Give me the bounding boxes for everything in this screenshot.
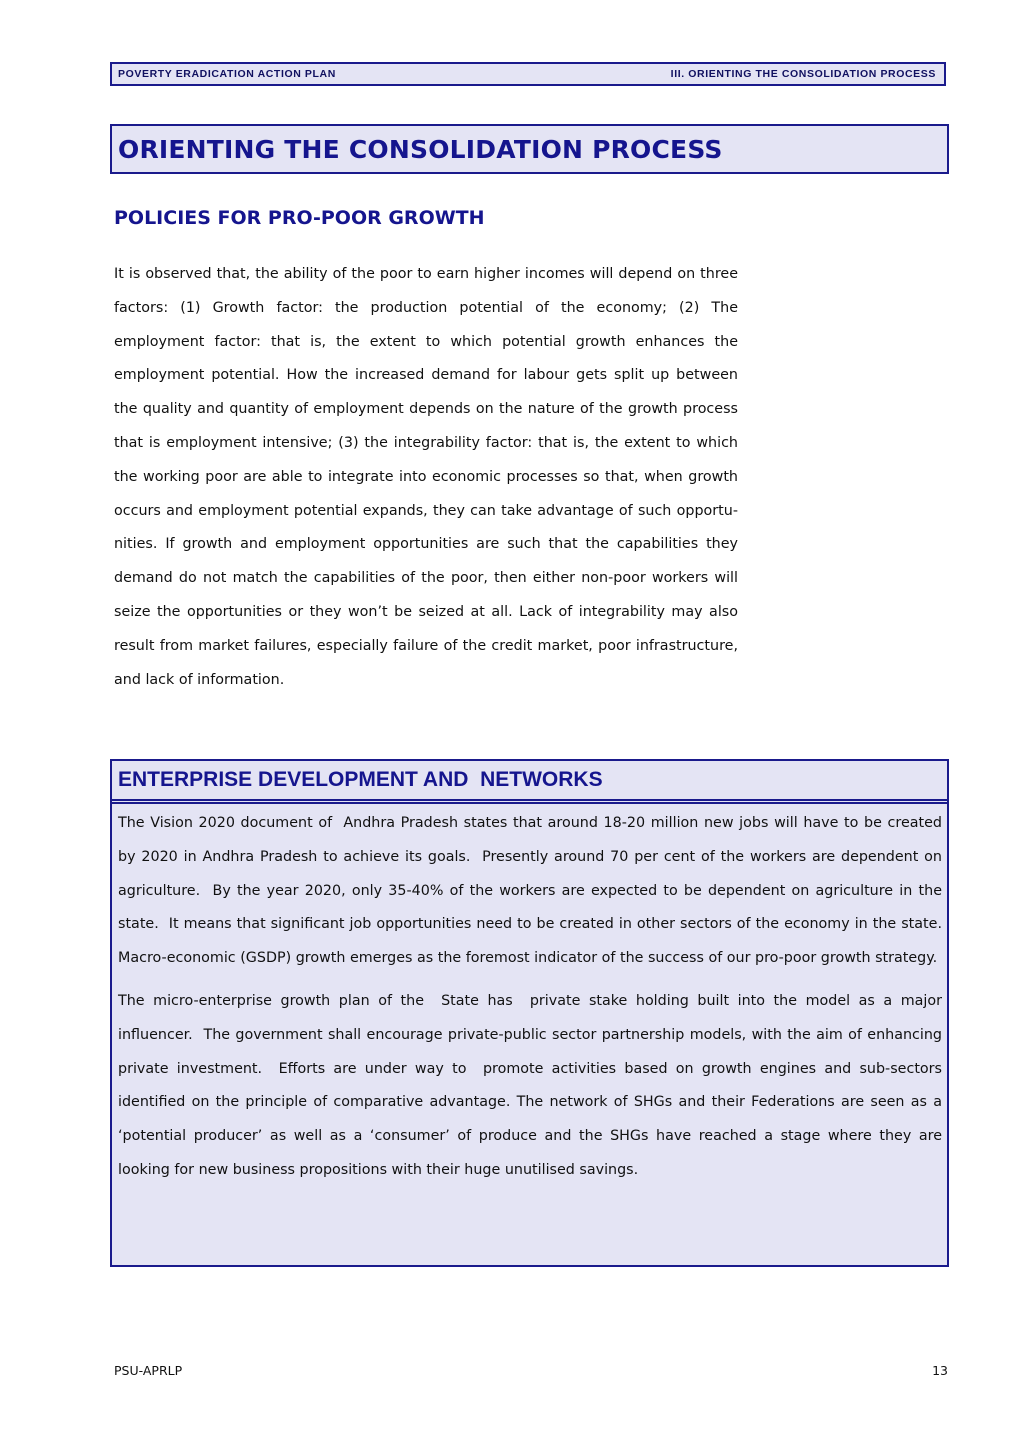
header-chapter-title: III. ORIENTING THE CONSOLIDATION PROCESS (670, 68, 936, 80)
section-subheading: POLICIES FOR PRO-POOR GROWTH (114, 207, 485, 229)
section-paragraph: The micro-enterprise growth plan of the State has private stake holding built into the model as a major influencer. The government shall encourage private-public sector partnership models, with the aim of enhancing private investment. Efforts are under way to promote activities based on growth engines and sub-sectors identified on the principle of comparative advantage. The network of SHGs and their Federations are seen as a ‘potential producer’ as well as a ‘consumer’ of produce and the SHGs have reached a stage where they are looking for new business propositions with their huge unutilised savings. (118, 992, 952, 1178)
chapter-title: ORIENTING THE CONSOLIDATION PROCESS (118, 134, 723, 164)
page-number: 13 (932, 1363, 948, 1378)
chapter-title-box (110, 124, 949, 174)
section-body (112, 802, 952, 1188)
enterprise-section-box (110, 759, 952, 1267)
section-heading-bar (112, 761, 947, 801)
footer-organization: PSU-APRLP (114, 1363, 183, 1378)
header-document-title: POVERTY ERADICATION ACTION PLAN (118, 68, 336, 80)
section-heading: ENTERPRISE DEVELOPMENT AND NETWORKS (118, 768, 603, 791)
running-header (110, 62, 946, 86)
section-paragraph: The Vision 2020 document of Andhra Pradesh states that around 18-20 million new jobs will have to be created by 2020 in Andhra Pradesh to achieve its goals. Presently around 70 per cent of the workers are dependent on agriculture. By the year 2020, only 35-40% of the workers are expected to be dependent on agriculture in the state. It means that significant job opportunities need to be created in other sectors of the economy in the state. Macro-economic (GSDP) growth emerges as the foremost indicator of the success of our pro-poor growth strategy. (118, 815, 952, 967)
body-paragraph: It is observed that, the ability of the poor to earn higher incomes will depend on three factors: (1) Growth factor: the production potential of the economy; (2) The employment factor: that is, the extent to which potential growth enhances the employment potential. How the increased demand for labour gets split up between the quality and quantity of employment depends on the nature of the growth process that is employment intensive; (3) the integrability factor: that is, the extent to which the working poor are able to integrate into economic processes so that, when growth occurs and employment potential expands, they can take advantage of such opportunities. If growth and employment opportunities are such that the capabilities they demand do not match the capabilities of the poor, then either non-poor workers will seize the opportunities or they won’t be seized at all. Lack of integrability may also result from market failures, especially failure of the credit market, poor infrastructure, and lack of information. (114, 266, 738, 688)
